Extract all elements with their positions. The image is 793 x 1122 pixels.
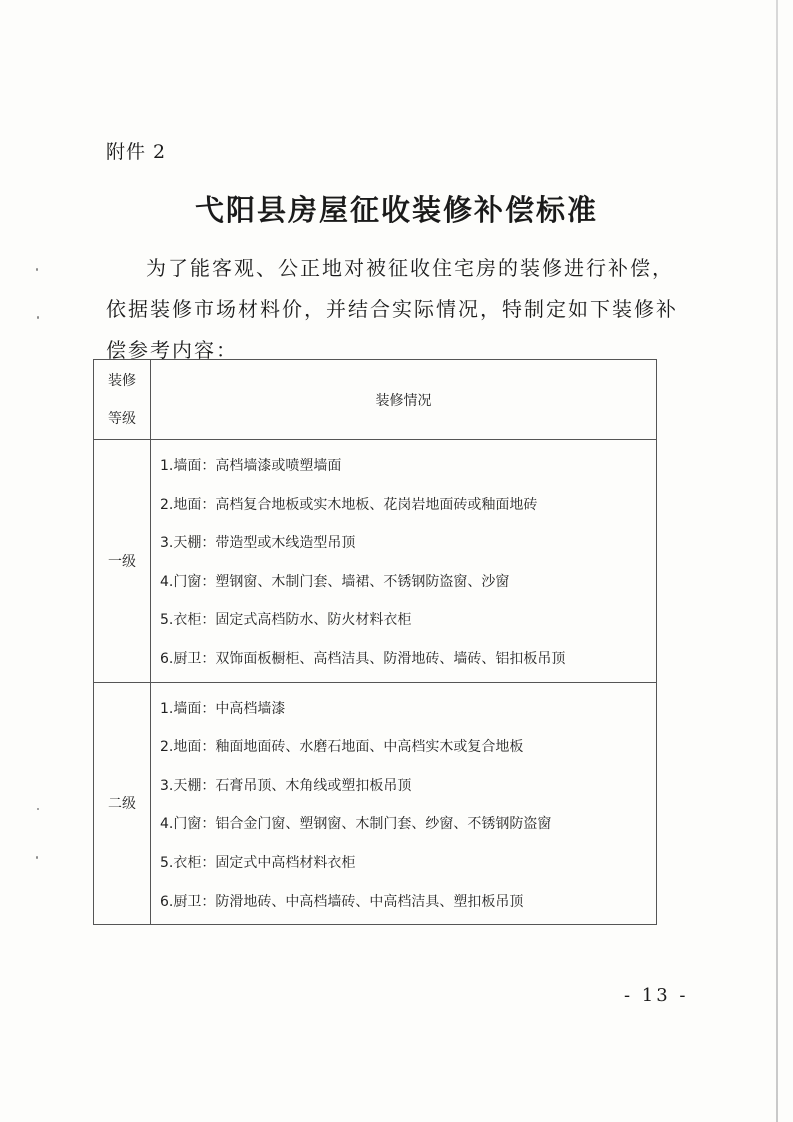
table-row <box>94 682 657 925</box>
list-item: 4.门窗：塑钢窗、木制门套、墙裙、不锈钢防盗窗、沙窗 <box>160 573 510 590</box>
list-item: 2.地面：釉面地面砖、水磨石地面、中高档实木或复合地板 <box>160 739 524 756</box>
list-item: 1.墙面：高档墙漆或喷塑墙面 <box>160 458 342 474</box>
header-level-line: 等级 <box>108 410 136 427</box>
compensation-table <box>93 359 657 925</box>
table-row <box>94 440 657 683</box>
level-cell: 二级 <box>94 682 151 925</box>
list-item: 5.衣柜：固定式中高档材料衣柜 <box>160 854 356 871</box>
page-number: - 13 - <box>624 985 689 1006</box>
header-desc-cell: 装修情况 <box>151 360 657 440</box>
document-title: 弋阳县房屋征收装修补偿标准 <box>194 193 598 227</box>
list-item: 2.地面：高档复合地板或实木地板、花岗岩地面砖或釉面地砖 <box>160 496 538 513</box>
attachment-label: 附件 2 <box>106 141 167 163</box>
list-item: 6.厨卫：防滑地砖、中高档墙砖、中高档洁具、塑扣板吊顶 <box>160 893 524 910</box>
scan-speck <box>36 268 38 271</box>
list-item: 3.天棚：石膏吊顶、木角线或塑扣板吊顶 <box>160 777 412 794</box>
header-level-cell <box>94 360 151 440</box>
list-item: 1.墙面：中高档墙漆 <box>160 700 286 717</box>
table-header-row <box>94 360 657 440</box>
list-item: 5.衣柜：固定式高档防水、防火材料衣柜 <box>160 612 412 629</box>
scan-speck <box>36 856 38 859</box>
list-item: 3.天棚：带造型或木线造型吊顶 <box>160 535 356 552</box>
scan-speck <box>37 316 39 319</box>
header-level-line: 装修 <box>108 372 136 389</box>
level-cell: 一级 <box>94 440 151 683</box>
items-cell <box>151 440 657 683</box>
scan-edge <box>776 0 778 1122</box>
list-item: 6.厨卫：双饰面板橱柜、高档洁具、防滑地砖、墙砖、铝扣板吊顶 <box>160 650 566 667</box>
scan-speck <box>37 808 39 810</box>
list-item: 4.门窗：铝合金门窗、塑钢窗、木制门套、纱窗、不锈钢防盗窗 <box>160 816 552 833</box>
intro-paragraph: 为了能客观、公正地对被征收住宅房的装修进行补偿，依据装修市场材料价，并结合实际情况，特制定如下装修补偿参考内容： <box>106 256 678 362</box>
items-cell <box>151 682 657 925</box>
